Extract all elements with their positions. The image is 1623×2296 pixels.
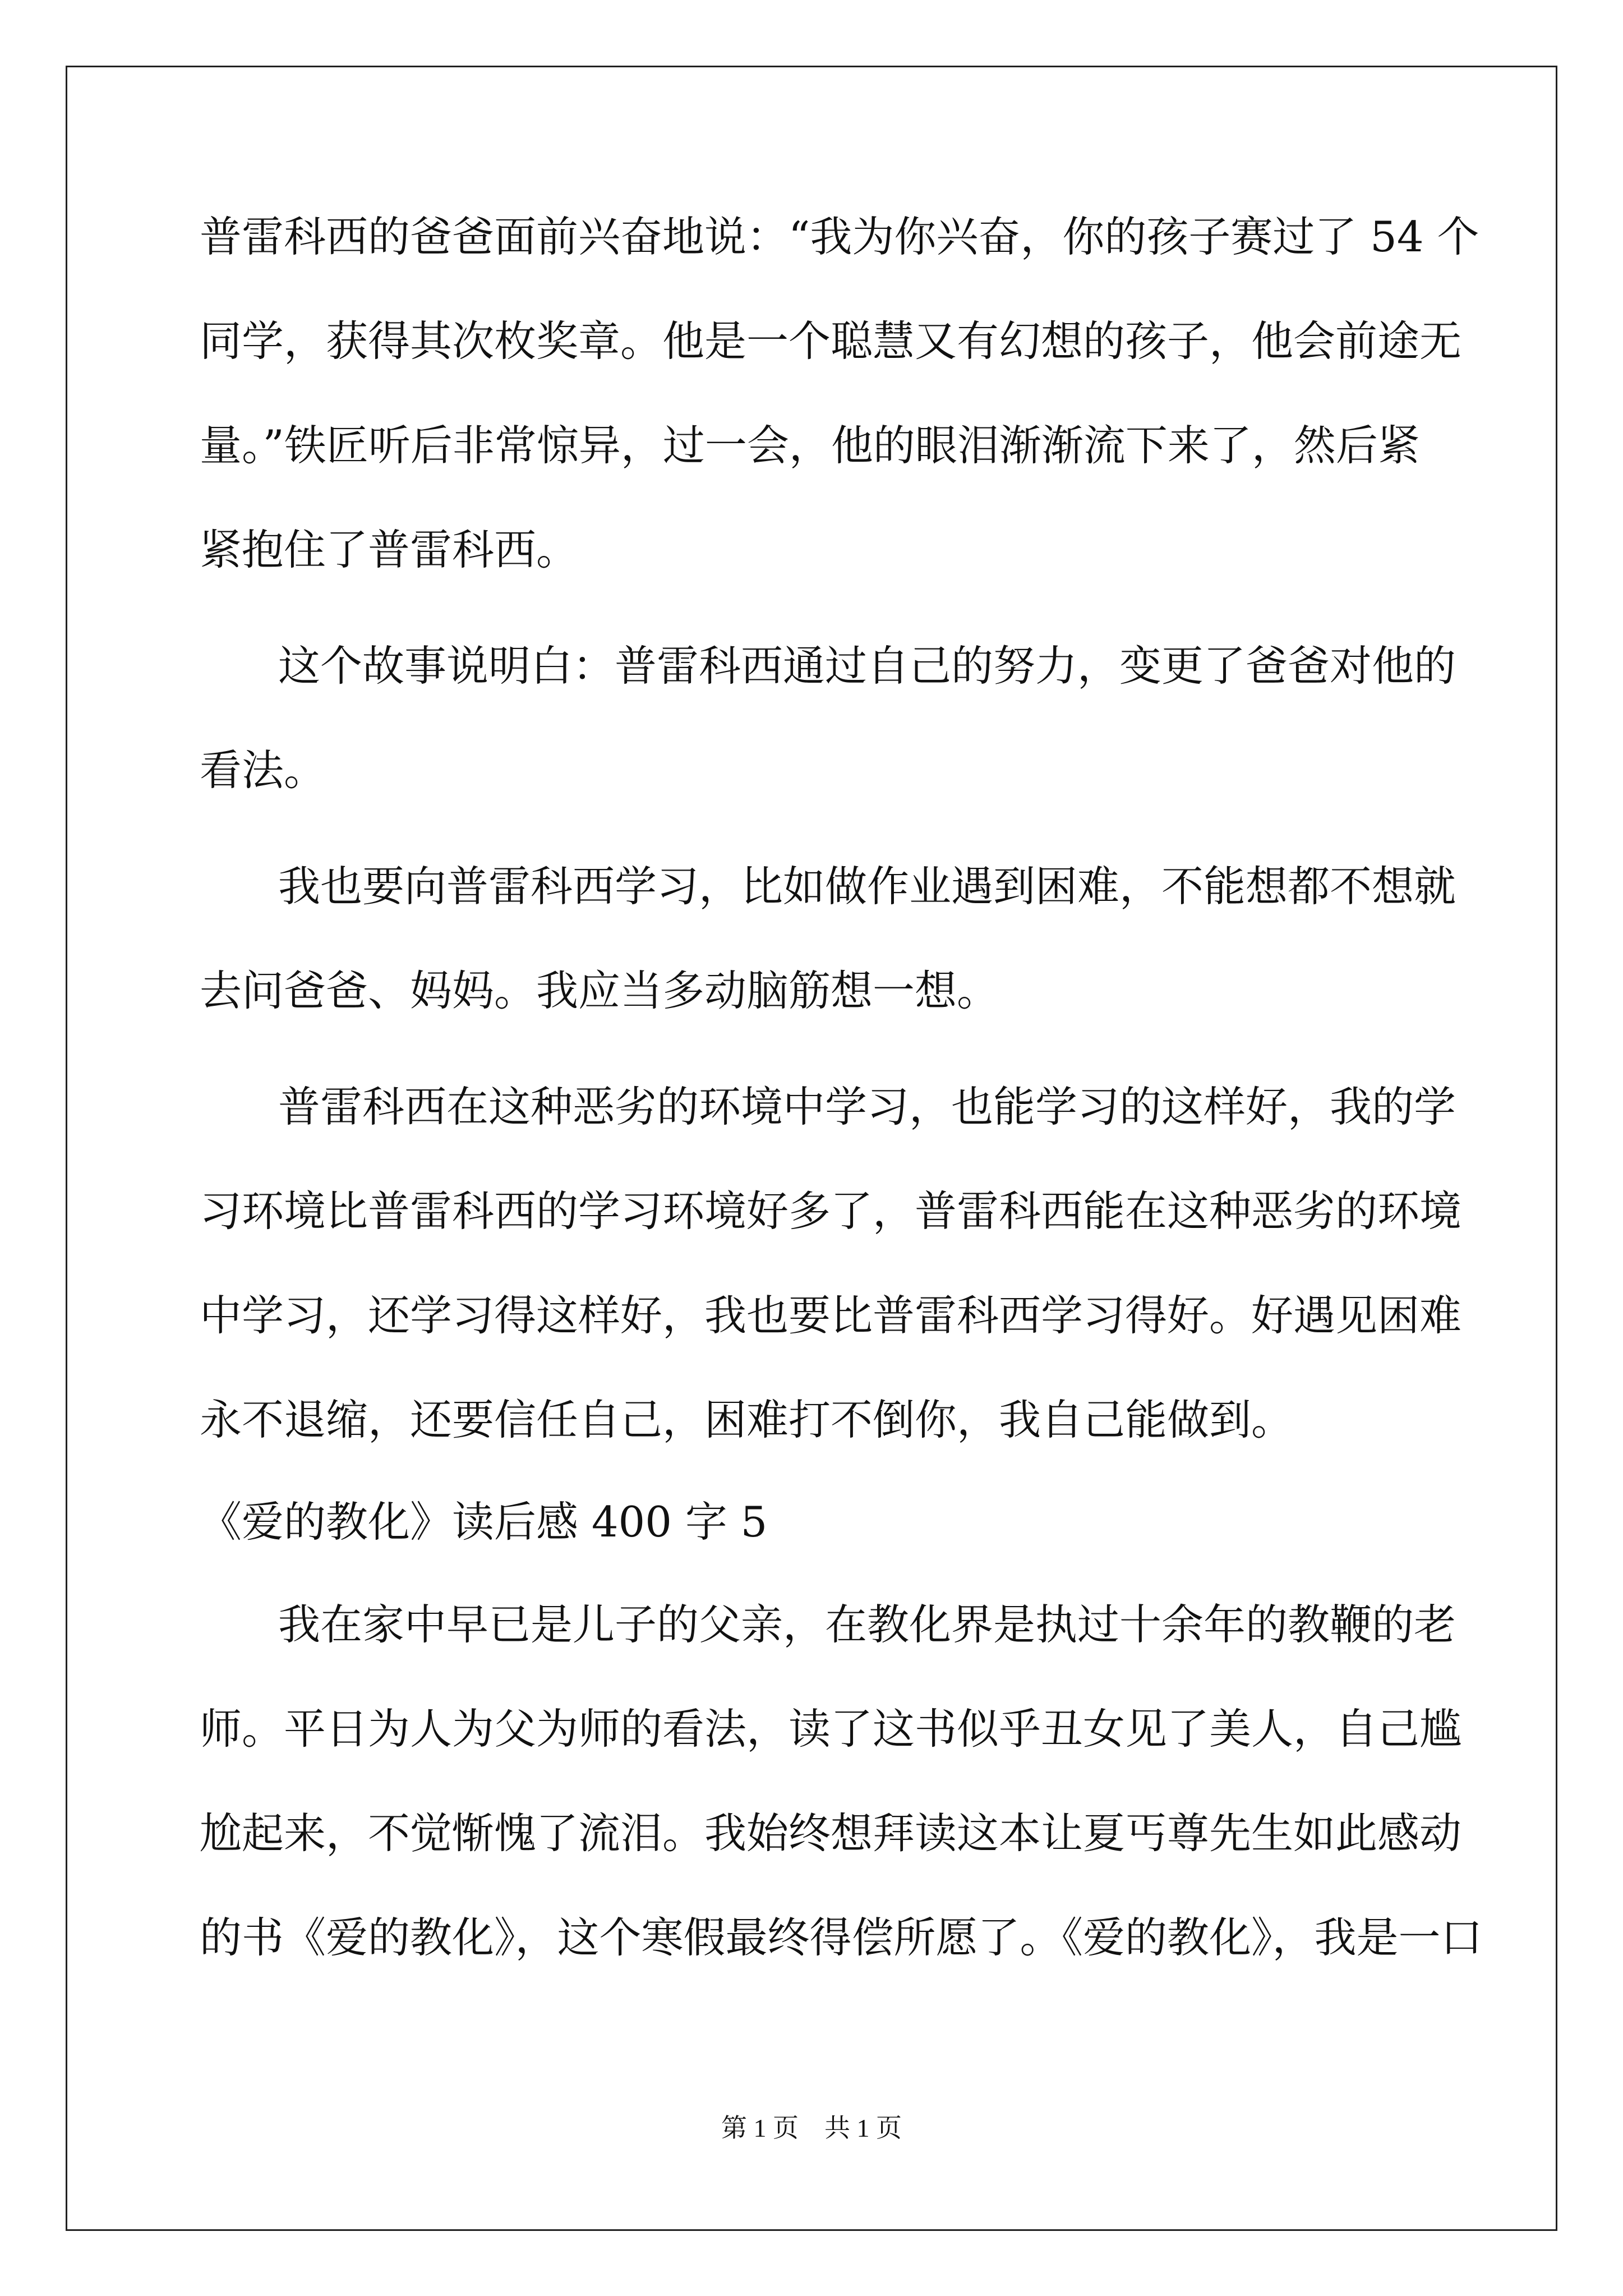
text-line: 习环境比普雷科西的学习环境好多了，普雷科西能在这种恶劣的环境 — [200, 1186, 1462, 1236]
text-line: 尬起来，不觉惭愧了流泪。我始终想拜读这本让夏丐尊先生如此感动 — [200, 1809, 1462, 1858]
text-line: 紧抱住了普雷科西。 — [200, 525, 579, 574]
text-line: 同学，获得其次枚奖章。他是一个聪慧又有幻想的孩子，他会前途无 — [200, 316, 1462, 366]
text-line: 这个故事说明白：普雷科西通过自己的努力，变更了爸爸对他的 — [278, 641, 1456, 691]
page-number: 第 1 页 共 1 页 — [721, 2114, 902, 2142]
text-line: 我在家中早已是儿子的父亲，在教化界是执过十余年的教鞭的老 — [278, 1600, 1456, 1649]
page-border — [66, 66, 1557, 2231]
text-line: 量。”铁匠听后非常惊异，过一会，他的眼泪渐渐流下来了，然后紧 — [200, 421, 1420, 470]
section-heading: 《爱的教化》读后感 400 字 5 — [200, 1497, 768, 1547]
text-line: 去问爸爸、妈妈。我应当多动脑筋想一想。 — [200, 966, 999, 1015]
text-line: 普雷科西的爸爸面前兴奋地说：“我为你兴奋，你的孩子赛过了 54 个 — [200, 212, 1479, 261]
text-line: 的书《爱的教化》，这个寒假最终得偿所愿了。《爱的教化》，我是一口 — [200, 1913, 1483, 1962]
text-line: 永不退缩，还要信任自己，困难打不倒你，我自己能做到。 — [200, 1395, 1294, 1444]
text-line: 看法。 — [200, 746, 326, 795]
text-line: 普雷科西在这种恶劣的环境中学习，也能学习的这样好，我的学 — [278, 1082, 1456, 1131]
text-line: 中学习，还学习得这样好，我也要比普雷科西学习得好。好遇见困难 — [200, 1291, 1462, 1340]
text-line: 我也要向普雷科西学习，比如做作业遇到困难，不能想都不想就 — [278, 862, 1456, 911]
text-line: 师。平日为人为父为师的看法，读了这书似乎丑女见了美人，自己尴 — [200, 1704, 1462, 1754]
